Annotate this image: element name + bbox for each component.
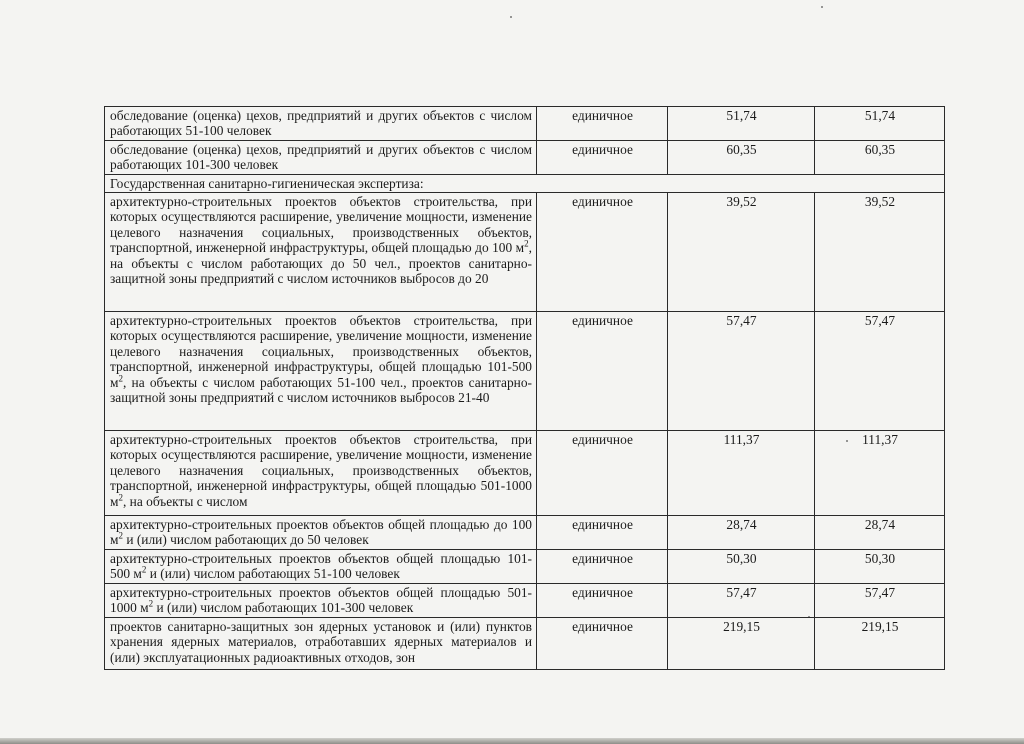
section-heading: Государственная санитарно-гигиеническая экспертиза: xyxy=(105,174,945,192)
price-value: 111,37 xyxy=(668,431,815,516)
service-type: единичное xyxy=(537,583,668,617)
price-value: 51,74 xyxy=(668,107,815,141)
section-row xyxy=(105,174,945,192)
price-value-total: 39,52 xyxy=(815,193,945,312)
price-value: 60,35 xyxy=(668,140,815,174)
service-description: обследование (оценка) цехов, предприятий и других объектов с числом работающих 101-300 человек xyxy=(105,140,537,174)
service-type: единичное xyxy=(537,431,668,516)
table-row xyxy=(105,549,945,583)
price-value-total: 51,74 xyxy=(815,107,945,141)
price-value-total: 57,47 xyxy=(815,312,945,431)
table-row xyxy=(105,617,945,669)
service-description: проектов санитарно-защитных зон ядерных установок и (или) пунктов хранения ядерных материалов, отработавших ядерных материалов и (или) эксплуатационных радиоактивных отходов, зон xyxy=(105,617,537,669)
service-description: архитектурно-строительных проектов объектов общей площадью 501-1000 $м^2$ и (или) числом работающих 101-300 человек xyxy=(105,583,537,617)
table-row xyxy=(105,431,945,516)
service-type: единичное xyxy=(537,107,668,141)
service-type: единичное xyxy=(537,140,668,174)
service-description: архитектурно-строительных проектов объектов общей площадью до 100 $м^2$ и (или) числом работающих до 50 человек xyxy=(105,516,537,550)
price-value: 57,47 xyxy=(668,583,815,617)
price-value-total: 111,37 xyxy=(815,431,945,516)
price-value-total: 50,30 xyxy=(815,549,945,583)
price-value: 219,15 xyxy=(668,617,815,669)
price-value: 50,30 xyxy=(668,549,815,583)
service-type: единичное xyxy=(537,617,668,669)
service-description: обследование (оценка) цехов, предприятий и других объектов с числом работающих 51-100 человек xyxy=(105,107,537,141)
price-value: 39,52 xyxy=(668,193,815,312)
table-row xyxy=(105,107,945,141)
service-description: архитектурно-строительных проектов объектов строительства, при которых осуществляются расширение, увеличение мощности, изменение целевого назначения социальных, производственных объектов, транспортной, инженерной инфраструктуры, общей площадью до 100 $м^2$, на объекты с числом работающих до 50 чел., проектов санитарно-защитной зоны предприятий с числом источников выбросов до 20 xyxy=(105,193,537,312)
service-description: архитектурно-строительных проектов объектов общей площадью 101-500 $м^2$ и (или) числом работающих 51-100 человек xyxy=(105,549,537,583)
service-description: архитектурно-строительных проектов объектов строительства, при которых осуществляются расширение, увеличение мощности, изменение целевого назначения социальных, производственных объектов, транспортной, инженерной инфраструктуры, общей площадью 101-500 $м^2$, на объекты с числом работающих 51-100 чел., проектов санитарно-защитной зоны предприятий с числом источников выбросов 21-40 xyxy=(105,312,537,431)
price-value-total: 28,74 xyxy=(815,516,945,550)
table-row xyxy=(105,193,945,312)
service-type: единичное xyxy=(537,549,668,583)
price-value-total: 60,35 xyxy=(815,140,945,174)
table-row xyxy=(105,583,945,617)
table-row xyxy=(105,140,945,174)
service-type: единичное xyxy=(537,312,668,431)
price-value-total: 57,47 xyxy=(815,583,945,617)
fee-table xyxy=(104,106,945,670)
service-type: единичное xyxy=(537,193,668,312)
service-type: единичное xyxy=(537,516,668,550)
table-row xyxy=(105,516,945,550)
price-value: 28,74 xyxy=(668,516,815,550)
scan-edge xyxy=(0,738,1024,744)
table-row xyxy=(105,312,945,431)
service-description: архитектурно-строительных проектов объектов строительства, при которых осуществляются расширение, увеличение мощности, изменение целевого назначения социальных, производственных объектов, транспортной, инженерной инфраструктуры, общей площадью 501-1000 $м^2$, на объекты с числом xyxy=(105,431,537,516)
price-value: 57,47 xyxy=(668,312,815,431)
price-value-total: 219,15 xyxy=(815,617,945,669)
